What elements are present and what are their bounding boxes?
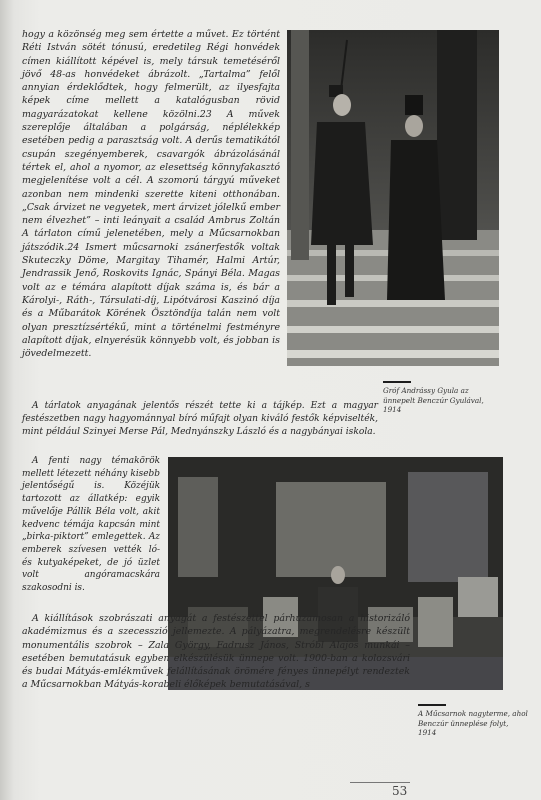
page-number: 53 — [392, 784, 408, 798]
page-number-rule — [350, 782, 410, 783]
top-photo-caption: Gróf Andrássy Gyula az ünnepelt Benczúr Gyulával, 1914 — [383, 386, 484, 415]
photo-andrassy-benczur — [287, 30, 499, 366]
bottom-caption-rule — [418, 704, 446, 706]
bottom-photo-caption: A Műcsarnok nagyterme, ahol Benczúr ünneplése folyt, 1914 — [418, 709, 528, 738]
paragraph-4: A kiállítások szobrászati anyagát a festészettel párhuzamosan a historizáló akadémizmus és a szecesszió jellemezte. A pályázatra, megrendelésre készült monumentális szobrok – Zala György, Fadrusz János, Stróbl Alajos munkái – esetében bemutatásuk egyben elkészülésük ünnepe volt. 1900-ban a kolozsvári és budai Mátyás-emlékművek felállításának örömére fényes ünnepélyt rendeztek a Műcsarnokban Mátyás-korabeli élőképek bemutatásával, s — [22, 613, 410, 691]
paragraph-3: A fenti nagy témakörök mellett létezett néhány kisebb jelentőségű is. Közéjük tartozott az állatkép: egyik művelője Pállik Béla volt, akit kedvenc témája kapcsán mint „birka-piktort” emlegettek. Az emberek szívesen vették ló- és kutyaképeket, de jó üzlet volt angóramacskára szakosodni is. — [22, 456, 160, 594]
photo-andrassy-benczur-image — [287, 30, 499, 366]
paragraph-1: hogy a közönség meg sem értette a művet. Ez történt Réti István sötét tónusú, eredetileg Régi honvédek címen kiállított képével is, mely társuk temetéséről jövő 48-as honvédeket ábrázolt. „Tartalma” felől annyian érdeklődtek, hogy felmerült, az ilyesfajta képek címe mellett a katalógusban rövid magyarázatokat kellene közölni.23 A művek szereplője általában a polgárság, néplélekkép esetében pedig a parasztság volt. A derűs tematikától csupán szegényemberek, csavargók ábrázolásánál tértek el, ahol a nyomor, az elesettség könnyfakasztó megjelenítése volt a cél. A szomorú tárgyú műveket azonban nem mindenki szerette kiteni otthonában. „Csak árvizet ne vegyetek, mert árvizet jólelkű ember nem élvezhet” – inti leányait a család Ambrus Zoltán A tárlaton című jelenetében, mely a Műcsarnokban játszódik.24 Ismert műcsarnoki zsánerfestők voltak Skuteczky Döme, Margitay Tihamér, Halmi Artúr, Jendrassik Jenő, Roskovits Ignác, Spányi Béla. Magas volt az e témára alapított díjak száma is, és bár a Károlyi-, Ráth-, Társulati-díj, Lipótvárosi Kaszinó díja és a Műbarátok Körének Ösztöndíja talán nem volt olyan presztízsértékű, mint a történelmi festményre alapított díjak, elnyerésük könnyebb volt, és jobban is jövedelmezett. — [22, 29, 280, 360]
paragraph-2: A tárlatok anyagának jelentős részét tette ki a tájkép. Ezt a magyar festészetben nagy hagyománnyal bíró műfajt olyan kiváló festők képviselték, mint például Szinyei Merse Pál, Mednyánszky László és a nagybányai iskola. — [22, 401, 378, 437]
top-caption-rule — [383, 381, 411, 383]
